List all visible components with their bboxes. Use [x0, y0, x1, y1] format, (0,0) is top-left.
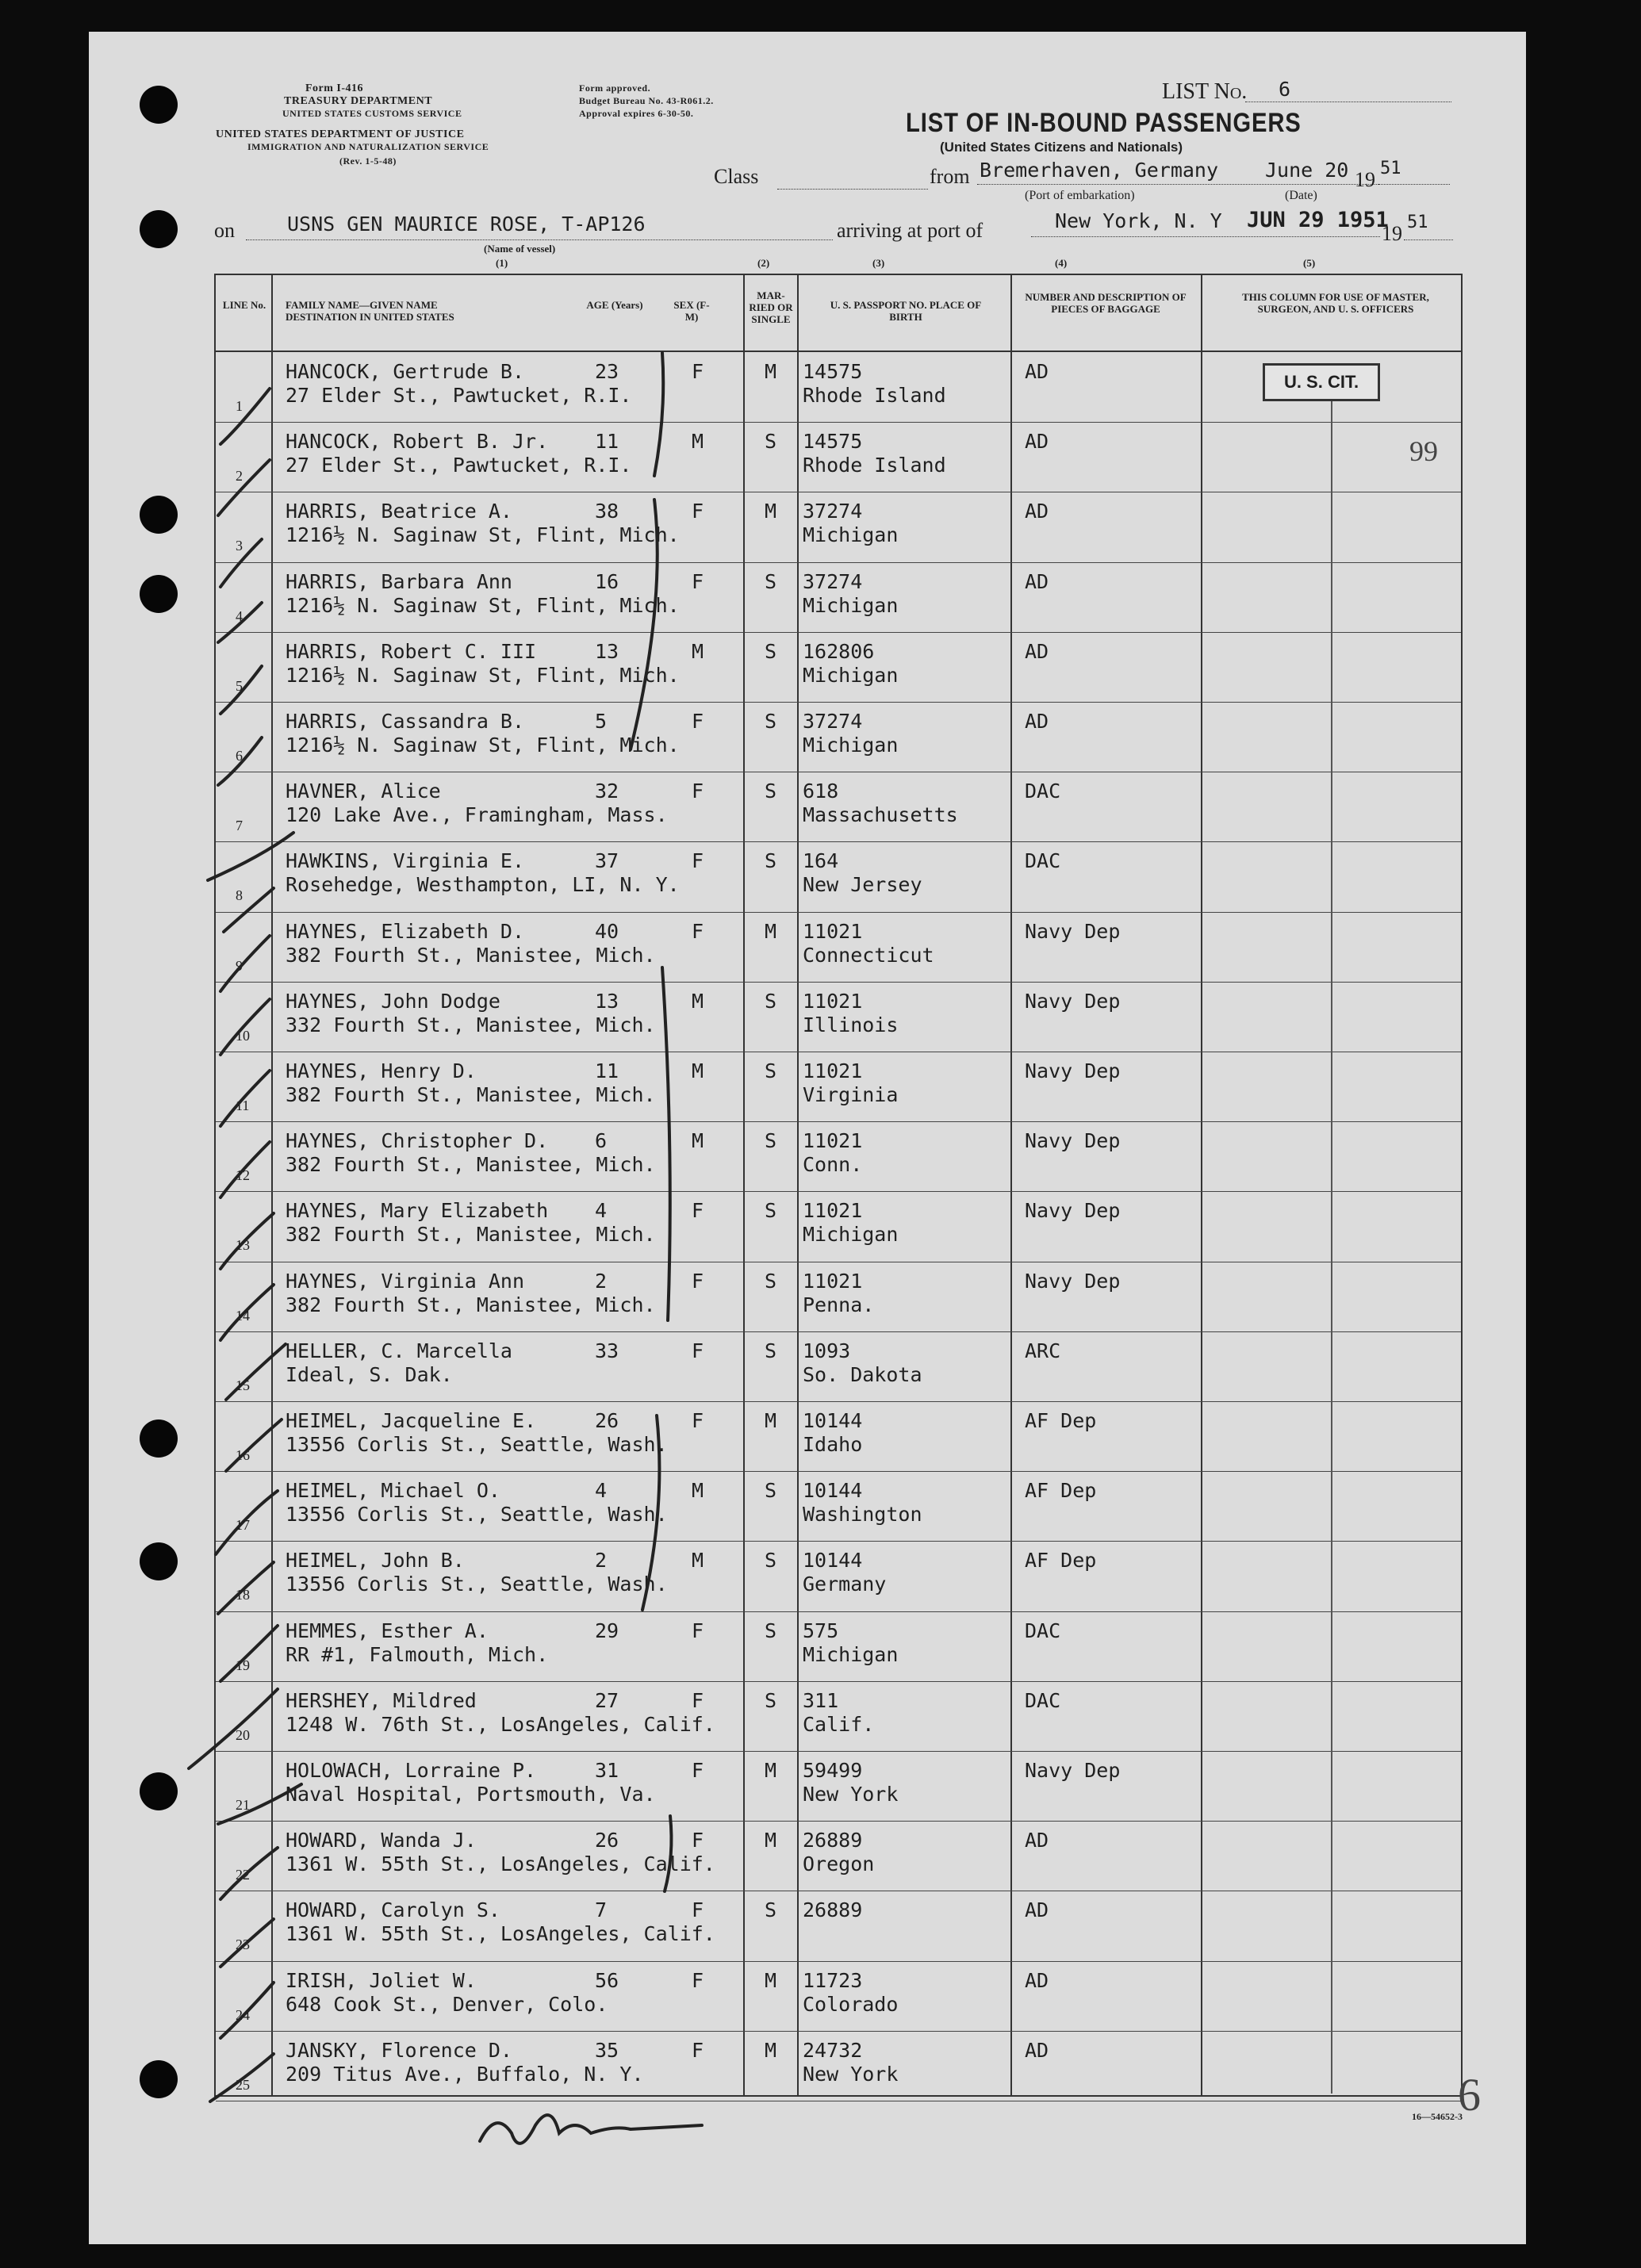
department-of-justice: UNITED STATES DEPARTMENT OF JUSTICE	[216, 128, 465, 140]
passenger-name: HEIMEL, Jacqueline E.	[286, 1409, 537, 1432]
line-number: 21	[236, 1797, 250, 1813]
line-number: 9	[236, 957, 243, 974]
passenger-age: 13	[595, 639, 619, 663]
baggage-description: AD	[1025, 1829, 1049, 1852]
marital-status: M	[765, 500, 777, 523]
marital-status: S	[765, 1549, 777, 1573]
passenger-age: 7	[595, 1898, 608, 1922]
passport-number: 14575	[803, 430, 863, 454]
place-of-birth: Washington	[803, 1503, 922, 1527]
line-number: 23	[236, 1937, 250, 1953]
destination-address: 27 Elder St., Pawtucket, R.I.	[286, 384, 632, 407]
place-of-birth: Conn.	[803, 1153, 863, 1177]
passenger-age: 2	[595, 1549, 608, 1573]
passport-number: 37274	[803, 569, 863, 593]
passenger-name: HAYNES, John Dodge	[286, 989, 500, 1013]
destination-address: 13556 Corlis St., Seattle, Wash.	[286, 1573, 668, 1596]
place-of-birth: Rhode Island	[803, 454, 946, 477]
passport-number: 10144	[803, 1549, 863, 1573]
passenger-sex: F	[692, 1269, 704, 1293]
vessel-column-number: (1)	[496, 257, 508, 269]
header-officers: THIS COLUMN FOR USE OF MASTER, SURGEON, AND U. S. OFFICERS	[1242, 291, 1429, 315]
baggage-description: AD	[1025, 569, 1049, 593]
passenger-name: HAYNES, Virginia Ann	[286, 1269, 525, 1293]
passport-number: 37274	[803, 710, 863, 733]
on-label: on	[214, 219, 235, 242]
vessel-caption: (Name of vessel)	[484, 243, 556, 255]
passport-number: 11021	[803, 1199, 863, 1223]
marital-status: M	[765, 1829, 777, 1852]
passenger-sex: F	[692, 1339, 704, 1362]
passport-number: 162806	[803, 639, 875, 663]
document-title: LIST OF IN-BOUND PASSENGERS	[906, 108, 1302, 138]
passenger-sex: F	[692, 849, 704, 873]
passenger-age: 26	[595, 1829, 619, 1852]
baggage-description: ARC	[1025, 1339, 1061, 1362]
place-of-birth: Michigan	[803, 593, 899, 617]
line-number: 20	[236, 1726, 250, 1743]
baggage-description: Navy Dep	[1025, 1129, 1121, 1153]
passenger-name: HOLOWACH, Lorraine P.	[286, 1759, 537, 1782]
line-number: 5	[236, 677, 243, 694]
destination-address: RR #1, Falmouth, Mich.	[286, 1642, 549, 1666]
marital-status: S	[765, 639, 777, 663]
passport-number: 311	[803, 1688, 839, 1712]
document-subtitle: (United States Citizens and Nationals)	[940, 140, 1183, 155]
destination-address: 1361 W. 55th St., LosAngeles, Calif.	[286, 1922, 715, 1946]
line-number: 11	[236, 1098, 250, 1113]
place-of-birth: Connecticut	[803, 943, 934, 967]
baggage-description: Navy Dep	[1025, 919, 1121, 943]
us-citizen-stamp: U. S. CIT.	[1263, 363, 1380, 401]
passenger-name: HOWARD, Carolyn S.	[286, 1898, 500, 1922]
arrival-port: New York, N. Y	[1055, 209, 1222, 232]
form-number: Form I-416	[305, 82, 364, 94]
passenger-name: HOWARD, Wanda J.	[286, 1829, 477, 1852]
line-number: 19	[236, 1657, 250, 1673]
place-of-birth: New York	[803, 2062, 899, 2086]
passenger-sex: M	[692, 989, 704, 1013]
marital-status: M	[765, 919, 777, 943]
passport-number: 26889	[803, 1898, 863, 1922]
marital-status: S	[765, 1898, 777, 1922]
budget-bureau: Budget Bureau No. 43-R061.2.	[579, 95, 714, 106]
passenger-name: HARRIS, Beatrice A.	[286, 500, 512, 523]
marital-status: S	[765, 710, 777, 733]
passenger-name: HEIMEL, Michael O.	[286, 1479, 500, 1503]
year-prefix: 19	[1355, 168, 1375, 191]
baggage-description: Navy Dep	[1025, 989, 1121, 1013]
passenger-sex: F	[692, 1968, 704, 1992]
passenger-sex: F	[692, 1688, 704, 1712]
place-of-birth: Michigan	[803, 1223, 899, 1247]
passport-number: 575	[803, 1619, 839, 1642]
passenger-age: 26	[595, 1409, 619, 1432]
passenger-sex: F	[692, 780, 704, 803]
date-caption: (Date)	[1285, 189, 1317, 202]
list-no-value: 6	[1279, 78, 1291, 101]
place-of-birth: Illinois	[803, 1013, 899, 1036]
line-number: 17	[236, 1517, 250, 1534]
place-of-birth: Oregon	[803, 1852, 875, 1876]
place-of-birth: So. Dakota	[803, 1362, 922, 1386]
approval-expires: Approval expires 6-30-50.	[579, 108, 694, 119]
destination-address: 382 Fourth St., Manistee, Mich.	[286, 1153, 656, 1177]
passenger-sex: F	[692, 360, 704, 383]
marital-status: M	[765, 2038, 777, 2062]
column-number-4: (4)	[1055, 257, 1068, 269]
year-suffix: 51	[1380, 159, 1401, 178]
passenger-sex: F	[692, 1829, 704, 1852]
page-mark: 6	[1458, 2069, 1481, 2121]
passenger-name: HEIMEL, John B.	[286, 1549, 465, 1573]
revision: (Rev. 1-5-48)	[339, 155, 397, 167]
header-age: AGE (Years)	[586, 299, 643, 311]
passenger-age: 37	[595, 849, 619, 873]
line-number: 6	[236, 748, 243, 764]
passport-number: 11021	[803, 1269, 863, 1293]
passenger-name: IRISH, Joliet W.	[286, 1968, 477, 1992]
place-of-birth: Michigan	[803, 1642, 899, 1666]
place-of-birth: Idaho	[803, 1433, 863, 1456]
passenger-sex: M	[692, 1059, 704, 1082]
footer-code: 16—54652-3	[1412, 2111, 1463, 2122]
destination-address: 209 Titus Ave., Buffalo, N. Y.	[286, 2062, 644, 2086]
passenger-age: 4	[595, 1199, 608, 1223]
place-of-birth: Germany	[803, 1573, 887, 1596]
baggage-description: Navy Dep	[1025, 1199, 1121, 1223]
passenger-name: HAYNES, Henry D.	[286, 1059, 477, 1082]
passenger-name: HANCOCK, Robert B. Jr.	[286, 430, 549, 454]
line-number: 18	[236, 1587, 250, 1603]
destination-address: 648 Cook St., Denver, Colo.	[286, 1992, 608, 2016]
line-number: 24	[236, 2006, 250, 2023]
passport-number: 11723	[803, 1968, 863, 1992]
passenger-sex: F	[692, 569, 704, 593]
place-of-birth: New Jersey	[803, 873, 922, 897]
destination-address: 1248 W. 76th St., LosAngeles, Calif.	[286, 1712, 715, 1736]
passenger-name: HARRIS, Barbara Ann	[286, 569, 512, 593]
place-of-birth: Colorado	[803, 1992, 899, 2016]
passport-number: 14575	[803, 360, 863, 383]
passenger-age: 11	[595, 1059, 619, 1082]
marital-status: S	[765, 849, 777, 873]
baggage-description: AD	[1025, 430, 1049, 454]
passport-number: 1093	[803, 1339, 851, 1362]
passenger-sex: F	[692, 1199, 704, 1223]
baggage-description: Navy Dep	[1025, 1059, 1121, 1082]
passport-number: 618	[803, 780, 839, 803]
destination-address: 332 Fourth St., Manistee, Mich.	[286, 1013, 656, 1036]
marital-status: S	[765, 430, 777, 454]
place-of-birth: Rhode Island	[803, 384, 946, 407]
header-married: MAR-RIED OR SINGLE	[749, 289, 793, 325]
place-of-birth: Penna.	[803, 1293, 875, 1316]
passenger-name: HAYNES, Mary Elizabeth	[286, 1199, 549, 1223]
passenger-age: 56	[595, 1968, 619, 1992]
passenger-sex: F	[692, 919, 704, 943]
class-label: Class	[714, 165, 759, 188]
marital-status: S	[765, 569, 777, 593]
baggage-description: AF Dep	[1025, 1479, 1097, 1503]
place-of-birth: Massachusetts	[803, 803, 958, 827]
destination-address: Naval Hospital, Portsmouth, Va.	[286, 1783, 656, 1806]
passport-number: 59499	[803, 1759, 863, 1782]
destination-address: 1361 W. 55th St., LosAngeles, Calif.	[286, 1852, 715, 1876]
passenger-name: JANSKY, Florence D.	[286, 2038, 512, 2062]
passenger-name: HAVNER, Alice	[286, 780, 441, 803]
passenger-sex: M	[692, 1549, 704, 1573]
departure-date: June 20	[1265, 159, 1349, 182]
marital-status: M	[765, 1759, 777, 1782]
passenger-name: HAYNES, Elizabeth D.	[286, 919, 525, 943]
header-name: FAMILY NAME—GIVEN NAME DESTINATION IN UNITED STATES	[286, 299, 454, 323]
passenger-sex: F	[692, 500, 704, 523]
baggage-description: Navy Dep	[1025, 1269, 1121, 1293]
header-baggage: NUMBER AND DESCRIPTION OF PIECES OF BAGGAGE	[1025, 291, 1187, 315]
passenger-age: 40	[595, 919, 619, 943]
place-of-birth: Michigan	[803, 734, 899, 757]
passenger-age: 33	[595, 1339, 619, 1362]
customs-service: UNITED STATES CUSTOMS SERVICE	[282, 108, 462, 119]
form-approved: Form approved.	[579, 82, 651, 94]
arriving-label: arriving at port of	[837, 219, 983, 242]
destination-address: 382 Fourth St., Manistee, Mich.	[286, 1223, 656, 1247]
passport-number: 24732	[803, 2038, 863, 2062]
passenger-age: 31	[595, 1759, 619, 1782]
line-number: 14	[236, 1307, 250, 1324]
line-number: 15	[236, 1377, 250, 1393]
passenger-sex: F	[692, 1759, 704, 1782]
place-of-birth: New York	[803, 1783, 899, 1806]
line-number: 2	[236, 468, 243, 485]
passport-number: 26889	[803, 1829, 863, 1852]
passenger-age: 29	[595, 1619, 619, 1642]
header-sex: SEX (F-M)	[673, 299, 710, 323]
column-number-2: (2)	[757, 257, 770, 269]
line-number: 16	[236, 1447, 250, 1463]
line-number: 4	[236, 607, 243, 624]
line-number: 13	[236, 1237, 250, 1254]
baggage-description: DAC	[1025, 849, 1061, 873]
passenger-sex: M	[692, 430, 704, 454]
passport-number: 11021	[803, 1129, 863, 1153]
passenger-age: 13	[595, 989, 619, 1013]
place-of-birth: Michigan	[803, 663, 899, 687]
marital-status: M	[765, 1968, 777, 1992]
destination-address: 27 Elder St., Pawtucket, R.I.	[286, 454, 632, 477]
passport-number: 11021	[803, 989, 863, 1013]
line-number: 8	[236, 887, 243, 904]
arrival-year-prefix: 19	[1382, 222, 1402, 245]
destination-address: 382 Fourth St., Manistee, Mich.	[286, 1083, 656, 1106]
passenger-age: 5	[595, 710, 608, 733]
passenger-name: HAWKINS, Virginia E.	[286, 849, 525, 873]
port-of-embarkation: Bremerhaven, Germany	[980, 159, 1219, 182]
vessel-name: USNS GEN MAURICE ROSE, T-AP126	[287, 213, 646, 236]
marital-status: S	[765, 1059, 777, 1082]
marital-status: S	[765, 989, 777, 1013]
marital-status: S	[765, 1619, 777, 1642]
line-number: 7	[236, 818, 243, 834]
baggage-description: DAC	[1025, 1619, 1061, 1642]
passenger-name: HEMMES, Esther A.	[286, 1619, 489, 1642]
passport-number: 37274	[803, 500, 863, 523]
column-number-3: (3)	[872, 257, 885, 269]
passenger-sex: F	[692, 710, 704, 733]
passenger-name: HARRIS, Robert C. III	[286, 639, 537, 663]
destination-address: 382 Fourth St., Manistee, Mich.	[286, 943, 656, 967]
destination-address: 13556 Corlis St., Seattle, Wash.	[286, 1433, 668, 1456]
marital-status: S	[765, 1129, 777, 1153]
passenger-sex: F	[692, 1898, 704, 1922]
marital-status: S	[765, 1479, 777, 1503]
baggage-description: AD	[1025, 500, 1049, 523]
passenger-age: 23	[595, 360, 619, 383]
line-number: 12	[236, 1167, 250, 1184]
passenger-sex: M	[692, 1479, 704, 1503]
destination-address: 13556 Corlis St., Seattle, Wash.	[286, 1503, 668, 1527]
marital-status: M	[765, 360, 777, 383]
passenger-age: 32	[595, 780, 619, 803]
passport-number: 11021	[803, 1059, 863, 1082]
destination-address: 1216½ N. Saginaw St, Flint, Mich.	[286, 663, 680, 687]
marital-status: S	[765, 780, 777, 803]
from-label: from	[930, 165, 970, 188]
passenger-age: 2	[595, 1269, 608, 1293]
destination-address: 1216½ N. Saginaw St, Flint, Mich.	[286, 523, 680, 547]
column-number-5: (5)	[1303, 257, 1316, 269]
passport-number: 164	[803, 849, 839, 873]
passenger-sex: M	[692, 639, 704, 663]
destination-address: 120 Lake Ave., Framingham, Mass.	[286, 803, 668, 827]
place-of-birth: Virginia	[803, 1083, 899, 1106]
passenger-name: HELLER, C. Marcella	[286, 1339, 512, 1362]
baggage-description: AD	[1025, 1898, 1049, 1922]
line-number: 22	[236, 1867, 250, 1883]
passenger-sex: F	[692, 2038, 704, 2062]
passenger-name: HARRIS, Cassandra B.	[286, 710, 525, 733]
baggage-description: AD	[1025, 2038, 1049, 2062]
immigration-service: IMMIGRATION AND NATURALIZATION SERVICE	[247, 141, 489, 152]
baggage-description: Navy Dep	[1025, 1759, 1121, 1782]
baggage-description: AD	[1025, 639, 1049, 663]
passenger-age: 4	[595, 1479, 608, 1503]
baggage-description: AD	[1025, 710, 1049, 733]
line-number: 1	[236, 398, 243, 414]
baggage-description: AD	[1025, 1968, 1049, 1992]
line-number: 10	[236, 1027, 250, 1044]
marital-status: S	[765, 1688, 777, 1712]
passenger-age: 16	[595, 569, 619, 593]
treasury-department: TREASURY DEPARTMENT	[284, 95, 433, 107]
line-number: 25	[236, 2076, 250, 2093]
passenger-name: HAYNES, Christopher D.	[286, 1129, 549, 1153]
baggage-description: AF Dep	[1025, 1549, 1097, 1573]
passenger-age: 27	[595, 1688, 619, 1712]
passport-number: 11021	[803, 919, 863, 943]
marital-status: S	[765, 1269, 777, 1293]
passenger-sex: M	[692, 1129, 704, 1153]
baggage-description: DAC	[1025, 1688, 1061, 1712]
destination-address: Rosehedge, Westhampton, LI, N. Y.	[286, 873, 680, 897]
destination-address: Ideal, S. Dak.	[286, 1362, 453, 1386]
passenger-name: HERSHEY, Mildred	[286, 1688, 477, 1712]
baggage-description: DAC	[1025, 780, 1061, 803]
marital-status: S	[765, 1199, 777, 1223]
list-no-label: LIST No.	[1162, 79, 1248, 104]
destination-address: 1216½ N. Saginaw St, Flint, Mich.	[286, 734, 680, 757]
passenger-age: 11	[595, 430, 619, 454]
marital-status: M	[765, 1409, 777, 1432]
passenger-age: 6	[595, 1129, 608, 1153]
port-embark-caption: (Port of embarkation)	[1025, 189, 1135, 202]
passenger-name: HANCOCK, Gertrude B.	[286, 360, 525, 383]
passport-number: 10144	[803, 1479, 863, 1503]
passenger-age: 38	[595, 500, 619, 523]
baggage-description: AD	[1025, 360, 1049, 383]
margin-number: 99	[1409, 435, 1438, 467]
marital-status: S	[765, 1339, 777, 1362]
arrival-date-stamp: JUN 29 1951	[1247, 208, 1389, 232]
baggage-description: AF Dep	[1025, 1409, 1097, 1432]
destination-address: 1216½ N. Saginaw St, Flint, Mich.	[286, 593, 680, 617]
destination-address: 382 Fourth St., Manistee, Mich.	[286, 1293, 656, 1316]
passenger-sex: F	[692, 1619, 704, 1642]
line-number: 3	[236, 538, 243, 554]
passenger-age: 35	[595, 2038, 619, 2062]
passenger-sex: F	[692, 1409, 704, 1432]
arrival-year-suffix: 51	[1407, 213, 1428, 232]
header-line-no: LINE No.	[222, 299, 266, 311]
place-of-birth: Michigan	[803, 523, 899, 547]
passport-number: 10144	[803, 1409, 863, 1432]
place-of-birth: Calif.	[803, 1712, 875, 1736]
header-passport: U. S. PASSPORT NO. PLACE OF BIRTH	[830, 299, 982, 323]
